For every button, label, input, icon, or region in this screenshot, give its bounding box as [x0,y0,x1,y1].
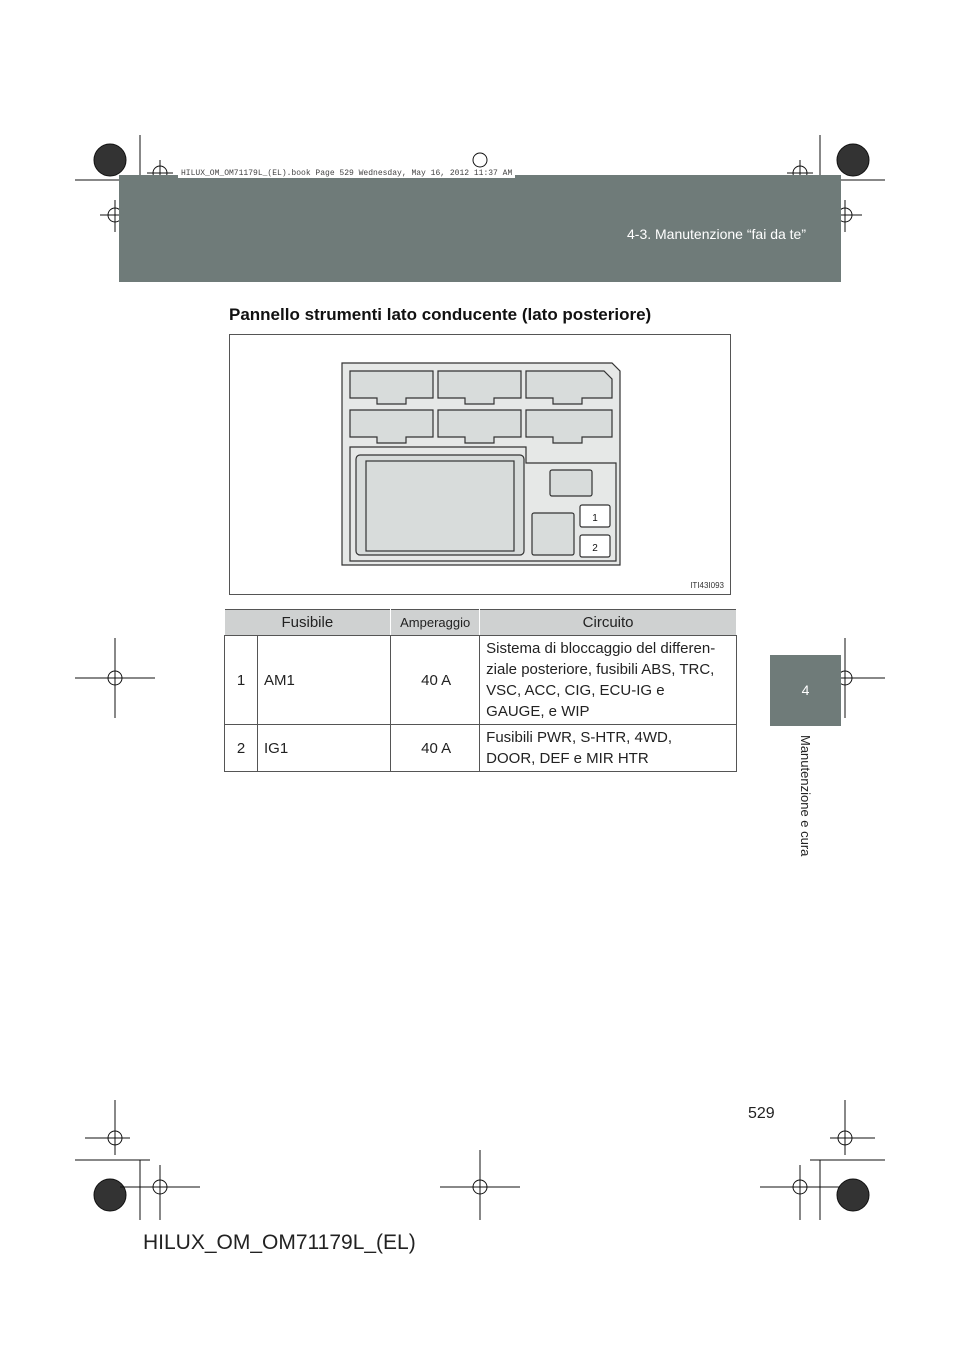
callout-1: 1 [592,513,598,524]
fuse-name: AM1 [258,636,391,725]
page-heading: Pannello strumenti lato conducente (lato posteriore) [229,305,652,324]
fuse-circuit: Fusibili PWR, S-HTR, 4WD, DOOR, DEF e MIR HTR [480,725,737,772]
fuse-amperage: 40 A [391,636,480,725]
figure-code: ITI43I093 [690,581,724,590]
header-amperage: Amperaggio [391,610,480,636]
section-title: 4-3. Manutenzione “fai da te” [627,226,806,242]
print-slug: HILUX_OM_OM71179L_(EL).book Page 529 Wednesday, May 16, 2012 11:37 AM [178,169,515,178]
fuse-name: IG1 [258,725,391,772]
header-fuse: Fusibile [225,610,391,636]
chapter-tab: 4 [770,655,841,726]
fuse-amperage: 40 A [391,725,480,772]
document-code: HILUX_OM_OM71179L_(EL) [143,1231,416,1254]
fuse-circuit: Sistema di bloccaggio del differen- ziale posteriore, fusibili ABS, TRC, VSC, ACC, CIG, ECU-IG e GAUGE, e WIP [480,636,737,725]
fuse-table [224,609,737,772]
table-row [225,725,737,772]
fuse-number: 1 [225,636,258,725]
callout-2: 2 [592,543,598,554]
fuse-box-diagram [229,334,731,595]
fuse-number: 2 [225,725,258,772]
table-row [225,636,737,725]
chapter-label: Manutenzione e cura [798,735,813,857]
table-header-row [225,610,737,636]
header-circuit: Circuito [480,610,737,636]
page-number: 529 [748,1105,775,1122]
fuse-box-illustration [230,335,730,594]
